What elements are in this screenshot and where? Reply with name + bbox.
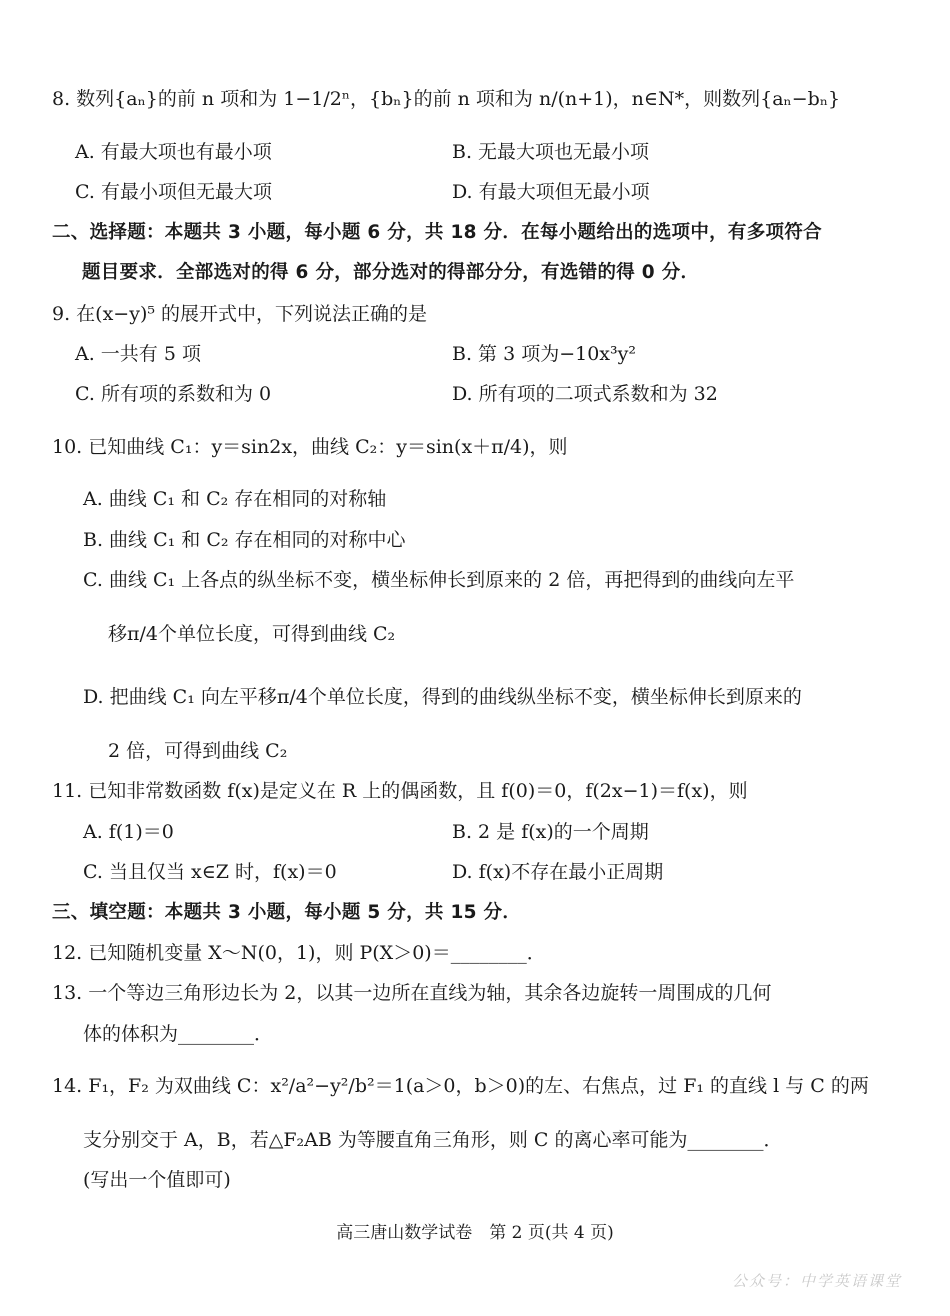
q13-line2: 体的体积为________．	[83, 1023, 274, 1045]
q14-line1: 14. F₁，F₂ 为双曲线 C：x²/a²−y²/b²＝1(a＞0，b＞0)的左、右焦点，过 F₁ 的直线 l 与 C 的两	[52, 1075, 869, 1097]
watermark: 公众号：中学英语课堂	[731, 1272, 902, 1290]
q10-option-d-cont: 2 倍，可得到曲线 C₂	[108, 740, 288, 762]
q8-option-a: A. 有最大项也有最小项	[75, 141, 272, 163]
q8-option-b: B. 无最大项也无最小项	[452, 141, 650, 163]
section2-heading-cont: 题目要求．全部选对的得 6 分，部分选对的得部分分，有选错的得 0 分．	[82, 262, 700, 283]
page-footer: 高三唐山数学试卷 第 2 页(共 4 页)	[336, 1223, 614, 1243]
q9-option-a: A. 一共有 5 项	[75, 343, 201, 365]
q10-option-b: B. 曲线 C₁ 和 C₂ 存在相同的对称中心	[83, 529, 406, 551]
q11-option-c: C. 当且仅当 x∈Z 时，f(x)＝0	[83, 861, 337, 883]
q8-option-d: D. 有最大项但无最小项	[452, 181, 650, 203]
q10-option-c-cont: 移π/4个单位长度，可得到曲线 C₂	[108, 623, 396, 645]
q11-option-d: D. f(x)不存在最小正周期	[452, 861, 664, 883]
q9-stem: 9. 在(x−y)⁵ 的展开式中，下列说法正确的是	[52, 303, 428, 325]
q13-line1: 13. 一个等边三角形边长为 2，以其一边所在直线为轴，其余各边旋转一周围成的几何	[52, 982, 772, 1004]
q10-option-a: A. 曲线 C₁ 和 C₂ 存在相同的对称轴	[83, 488, 387, 510]
section3-heading: 三、填空题：本题共 3 小题，每小题 5 分，共 15 分．	[52, 902, 522, 923]
q12: 12. 已知随机变量 X～N(0，1)，则 P(X＞0)＝________．	[52, 942, 546, 964]
q11-stem: 11. 已知非常数函数 f(x)是定义在 R 上的偶函数，且 f(0)＝0，f(2x−1)＝f(x)，则	[52, 780, 748, 802]
q11-option-a: A. f(1)＝0	[83, 821, 174, 843]
q14-line2: 支分别交于 A，B，若△F₂AB 为等腰直角三角形，则 C 的离心率可能为________．	[83, 1129, 783, 1151]
q9-option-b: B. 第 3 项为−10x³y²	[452, 343, 636, 365]
q11-option-b: B. 2 是 f(x)的一个周期	[452, 821, 649, 843]
q10-option-d: D. 把曲线 C₁ 向左平移π/4个单位长度，得到的曲线纵坐标不变，横坐标伸长到原来的	[83, 686, 802, 708]
q8-stem: 8. 数列{aₙ}的前 n 项和为 1−1/2ⁿ，{bₙ}的前 n 项和为 n/(n+1)，n∈N*，则数列{aₙ−bₙ}	[52, 88, 841, 110]
q10-stem: 10. 已知曲线 C₁：y＝sin2x，曲线 C₂：y＝sin(x＋π/4)，则	[52, 436, 568, 458]
q8-option-c: C. 有最小项但无最大项	[75, 181, 272, 203]
q9-option-c: C. 所有项的系数和为 0	[75, 383, 272, 405]
q10-option-c: C. 曲线 C₁ 上各点的纵坐标不变，横坐标伸长到原来的 2 倍，再把得到的曲线向左平	[83, 569, 795, 591]
section2-heading: 二、选择题：本题共 3 小题，每小题 6 分，共 18 分．在每小题给出的选项中，有多项符合	[52, 222, 822, 243]
q14-line3: (写出一个值即可)	[83, 1169, 231, 1191]
q9-option-d: D. 所有项的二项式系数和为 32	[452, 383, 718, 405]
